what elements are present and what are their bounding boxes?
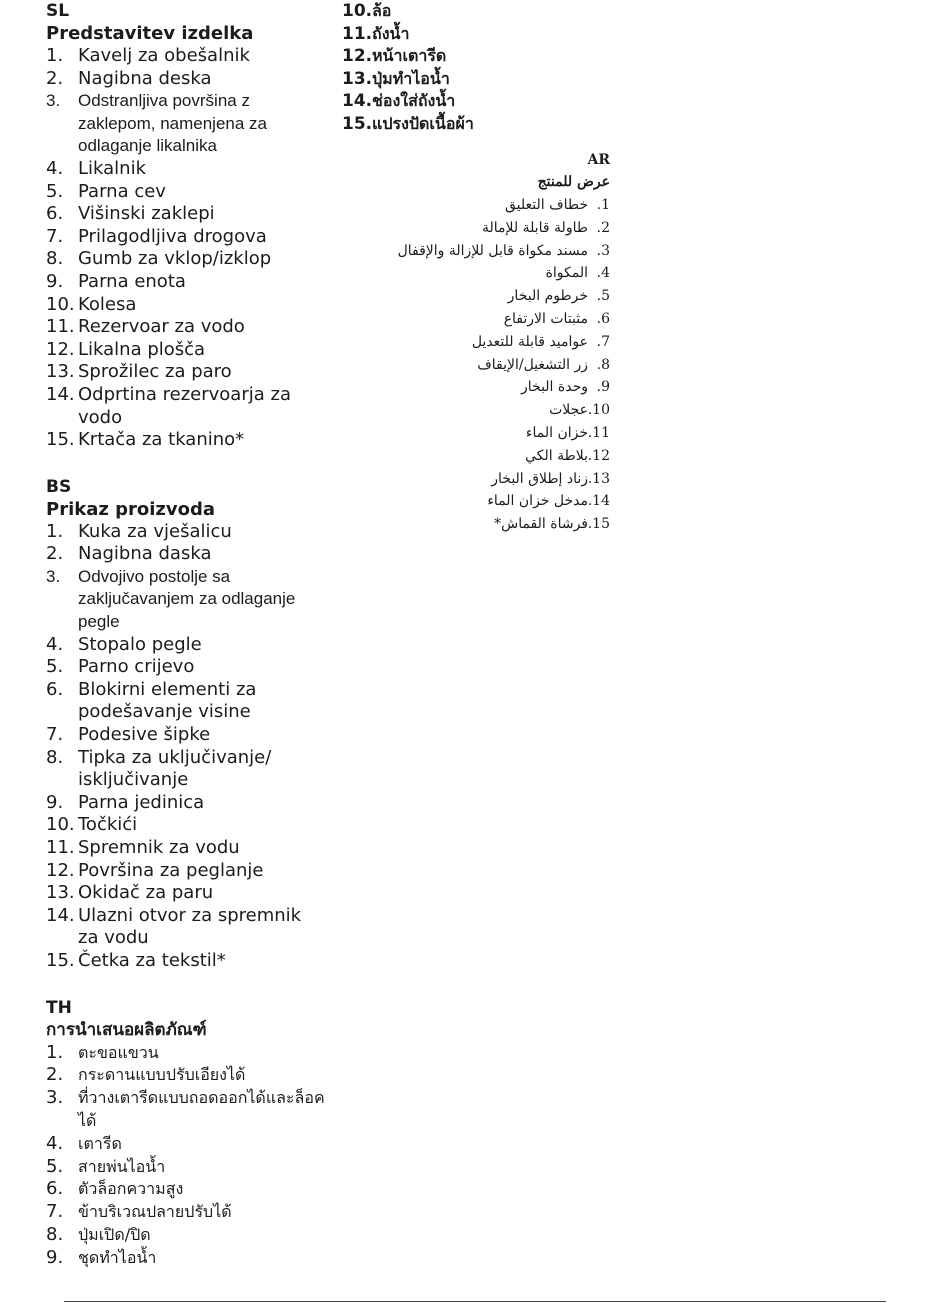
item-number: 1. xyxy=(596,197,610,213)
item-number: 4. xyxy=(46,1132,64,1154)
list-item xyxy=(342,422,610,445)
list-item xyxy=(342,262,610,285)
item-text: المكواة xyxy=(545,265,588,282)
item-number: 15. xyxy=(46,429,75,451)
item-number: 1. xyxy=(46,1041,64,1063)
item-number: 13. xyxy=(587,470,610,487)
list-item xyxy=(342,490,610,513)
item-text: خطاف التعليق xyxy=(504,197,588,213)
item-text: Likalna plošča xyxy=(78,338,206,360)
list-item xyxy=(46,634,326,657)
list-item xyxy=(46,814,326,837)
item-number: 12. xyxy=(342,46,373,67)
item-text: ชุดทำไอน้ำ xyxy=(78,1247,157,1267)
item-number: 1. xyxy=(46,45,64,66)
item-number: 8. xyxy=(46,248,64,270)
list-item xyxy=(342,194,610,217)
item-number: 3. xyxy=(46,1087,64,1109)
item-text: Blokirni elementi za podešavanje visine xyxy=(78,678,257,723)
list-item xyxy=(46,792,326,815)
item-text: Stopalo pegle xyxy=(78,633,202,655)
left-column xyxy=(46,0,326,1270)
list-item xyxy=(46,905,326,950)
item-text: مثبتات الارتفاع xyxy=(503,310,588,327)
list-item xyxy=(342,285,610,308)
list-item xyxy=(46,837,326,860)
list-item xyxy=(342,240,610,263)
item-number: 12. xyxy=(46,338,75,360)
item-text: Četka za tekstil* xyxy=(78,949,226,971)
item-text: เตารีด xyxy=(78,1133,122,1153)
item-text: หน้าเตารีด xyxy=(372,46,447,66)
item-text: مسند مكواة قابل للإزالة والإقفال xyxy=(397,242,588,259)
language-code: TH xyxy=(46,997,72,1018)
item-text: สายพ่นไอน้ำ xyxy=(78,1156,166,1176)
list-item xyxy=(46,203,326,226)
item-text: Parna jedinica xyxy=(78,791,205,813)
item-number: 14. xyxy=(46,904,75,926)
list-item xyxy=(342,217,610,240)
section-sl xyxy=(46,0,326,452)
list-item xyxy=(46,656,326,679)
item-number: 5. xyxy=(46,180,64,202)
item-text: Parno crijevo xyxy=(78,656,195,678)
list-item xyxy=(46,158,326,181)
language-code: BS xyxy=(46,476,72,497)
item-text: Odprtina rezervoarja za vodo xyxy=(78,383,291,428)
item-number: 4. xyxy=(46,157,64,179)
item-number: 13. xyxy=(46,361,75,383)
item-text: ข้าบริเวณปลายปรับได้ xyxy=(78,1202,232,1222)
item-text: بلاطة الكي xyxy=(525,447,588,464)
section-th xyxy=(46,997,326,1270)
list-item xyxy=(46,860,326,883)
item-number: 10. xyxy=(46,814,75,836)
section-title: การนำเสนอผลิตภัณฑ์ xyxy=(46,1019,207,1040)
item-number: 9. xyxy=(46,791,64,813)
parts-list xyxy=(342,194,610,536)
list-item xyxy=(46,429,326,452)
item-text: ตะขอแขวน xyxy=(78,1042,159,1062)
item-number: 12. xyxy=(46,859,75,881)
item-text: ตัวล็อกความสูง xyxy=(78,1179,184,1199)
parts-list xyxy=(46,1042,326,1270)
list-item xyxy=(46,226,326,249)
list-item xyxy=(46,950,326,973)
list-item xyxy=(46,882,326,905)
item-number: 10. xyxy=(342,1,373,21)
list-item xyxy=(342,376,610,399)
item-number: 11. xyxy=(46,837,75,858)
item-number: 2. xyxy=(46,67,64,89)
item-number: 8. xyxy=(46,746,64,768)
item-number: 7. xyxy=(46,225,64,247)
list-item xyxy=(46,1224,326,1247)
item-number: 8. xyxy=(46,1223,64,1245)
item-number: 14. xyxy=(342,91,373,112)
parts-list xyxy=(46,45,326,452)
parts-list xyxy=(46,521,326,973)
item-number: 11. xyxy=(587,424,610,441)
list-item xyxy=(46,361,326,384)
list-item xyxy=(46,248,326,271)
item-text: Odstranljiva površina z zaklepom, namenjena za odlaganje likalnika xyxy=(78,91,268,156)
item-text: Nagibna daska xyxy=(78,543,212,565)
item-number: 15. xyxy=(46,949,75,971)
item-text: ปุ่มเปิด/ปิด xyxy=(78,1224,151,1244)
item-text: ช่องใส่ถังน้ำ xyxy=(372,91,456,111)
right-column xyxy=(342,0,610,533)
list-item xyxy=(342,354,610,377)
item-text: عواميد قابلة للتعديل xyxy=(471,333,588,350)
item-number: 6. xyxy=(46,678,64,700)
list-item xyxy=(342,468,610,491)
section-bs xyxy=(46,476,326,973)
item-number: 7. xyxy=(46,724,64,746)
item-text: Odvojivo postolje sa zaključavanjem za odlaganje pegle xyxy=(78,566,296,632)
list-item xyxy=(46,1156,326,1179)
item-text: Podesive šipke xyxy=(78,724,211,746)
item-text: Parna enota xyxy=(78,270,186,292)
item-number: 7. xyxy=(596,333,610,350)
item-text: زناد إطلاق البخار xyxy=(491,470,588,487)
item-number: 13. xyxy=(342,68,373,89)
item-text: خزان الماء xyxy=(525,424,588,441)
list-item xyxy=(46,1064,326,1087)
item-text: Prilagodljiva drogova xyxy=(78,225,267,247)
list-item xyxy=(342,399,610,422)
list-item xyxy=(46,1087,326,1133)
list-item xyxy=(342,308,610,331)
item-number: 2. xyxy=(46,1064,64,1086)
list-item xyxy=(342,513,610,536)
item-text: مدخل خزان الماء xyxy=(487,493,588,510)
list-item xyxy=(46,68,326,91)
item-text: Kavelj za obešalnik xyxy=(78,45,250,66)
item-text: خرطوم البخار xyxy=(507,288,588,305)
list-item xyxy=(46,1133,326,1156)
list-item xyxy=(46,566,326,634)
item-number: 10. xyxy=(46,293,75,315)
item-number: 6. xyxy=(46,1178,64,1200)
item-text: Likalnik xyxy=(78,157,147,179)
item-number: 5. xyxy=(46,656,64,678)
list-item xyxy=(46,521,326,544)
item-number: 6. xyxy=(46,203,64,225)
list-item xyxy=(46,724,326,747)
item-number: 5. xyxy=(596,288,610,305)
item-number: 1. xyxy=(46,520,64,542)
language-code: AR xyxy=(587,152,610,168)
item-text: Parna cev xyxy=(78,180,166,202)
item-number: 15. xyxy=(342,113,373,134)
item-number: 9. xyxy=(596,379,610,396)
item-text: Rezervoar za vodo xyxy=(78,316,245,338)
item-text: Točkići xyxy=(78,814,138,836)
item-text: ถังน้ำ xyxy=(372,23,410,43)
item-text: فرشاة القماش* xyxy=(494,516,588,533)
list-item xyxy=(46,1178,326,1201)
list-item xyxy=(46,747,326,792)
item-text: ล้อ xyxy=(372,1,392,20)
list-item xyxy=(46,294,326,317)
list-item xyxy=(46,1247,326,1270)
item-number: 3. xyxy=(46,91,61,111)
item-text: Tipka za uključivanje/ isključivanje xyxy=(78,746,272,791)
item-number: 3. xyxy=(596,242,610,259)
item-number: 2. xyxy=(46,543,64,565)
section-title: Prikaz proizvoda xyxy=(46,498,216,520)
list-item xyxy=(342,331,610,354)
item-text: Gumb za vklop/izklop xyxy=(78,248,272,270)
item-number: 14. xyxy=(46,383,75,405)
item-number: 8. xyxy=(596,356,610,373)
section-ar xyxy=(342,0,610,536)
item-text: ปุ่มทำไอน้ำ xyxy=(372,68,450,88)
item-text: وحدة البخار xyxy=(521,379,588,396)
item-number: 9. xyxy=(46,1246,64,1268)
item-text: Višinski zaklepi xyxy=(78,203,215,225)
list-item xyxy=(46,1201,326,1224)
list-item xyxy=(46,1042,326,1065)
list-item xyxy=(46,339,326,362)
item-text: طاولة قابلة للإمالة xyxy=(482,219,588,236)
item-number: 4. xyxy=(596,265,610,282)
item-number: 11. xyxy=(46,316,75,338)
list-item xyxy=(46,543,326,566)
item-text: Krtača za tkanino* xyxy=(78,429,245,451)
item-number: 5. xyxy=(46,1155,64,1177)
list-item xyxy=(46,679,326,724)
item-number: 15. xyxy=(587,516,610,533)
list-item xyxy=(46,181,326,204)
list-item xyxy=(46,316,326,339)
list-item xyxy=(46,45,326,68)
item-text: ที่วางเตารีดแบบถอดออกได้และล็อคได้ xyxy=(78,1088,325,1130)
item-text: Kuka za vješalicu xyxy=(78,520,232,542)
list-item xyxy=(46,271,326,294)
item-number: 10. xyxy=(587,402,610,419)
item-number: 4. xyxy=(46,633,64,655)
item-number: 12. xyxy=(587,447,610,464)
item-text: Površina za peglanje xyxy=(78,859,264,881)
item-text: แปรงปัดเนื้อผ้า xyxy=(372,113,474,133)
item-text: زر التشغيل/الإيقاف xyxy=(477,356,588,373)
item-number: 9. xyxy=(46,270,64,292)
item-number: 2. xyxy=(596,219,610,236)
item-text: กระดานแบบปรับเอียงได้ xyxy=(78,1065,246,1085)
item-number: 7. xyxy=(46,1201,64,1223)
item-text: Sprožilec za paro xyxy=(78,361,232,383)
language-code: SL xyxy=(46,1,70,21)
item-text: Nagibna deska xyxy=(78,67,212,89)
section-title: عرض للمنتج xyxy=(537,174,610,190)
item-number: 3. xyxy=(46,566,61,586)
item-number: 11. xyxy=(342,23,373,44)
list-item xyxy=(46,90,326,158)
section-title: Predstavitev izdelka xyxy=(46,23,254,44)
list-item xyxy=(342,445,610,468)
list-item xyxy=(46,384,326,429)
item-text: Spremnik za vodu xyxy=(78,837,240,858)
item-number: 14. xyxy=(587,493,610,510)
item-text: Kolesa xyxy=(78,293,137,315)
footer-divider xyxy=(64,1301,886,1302)
item-text: Okidač za paru xyxy=(78,882,214,904)
item-text: Ulazni otvor za spremnik za vodu xyxy=(78,904,302,949)
item-number: 6. xyxy=(596,310,610,327)
item-number: 13. xyxy=(46,882,75,904)
item-text: عجلات xyxy=(549,402,588,419)
